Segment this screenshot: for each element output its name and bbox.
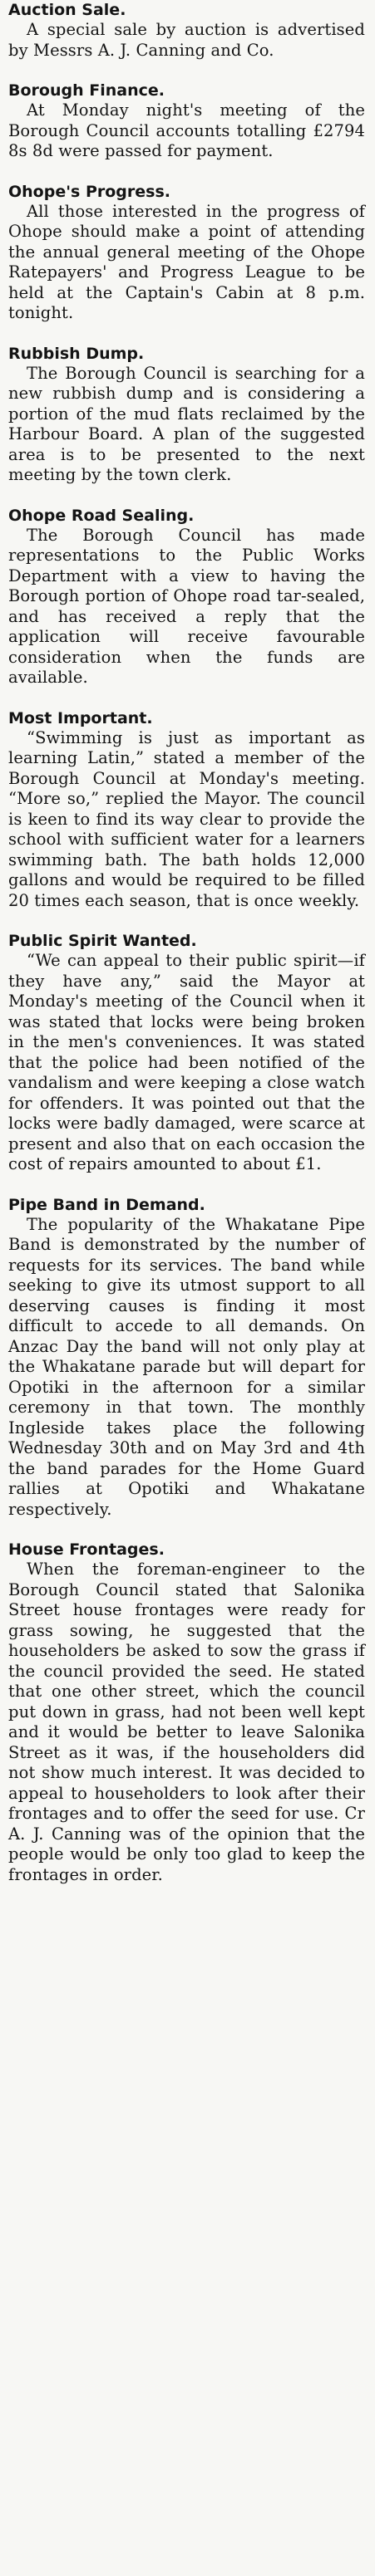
article-body: The Borough Council is searching for a new rubbish dump and is considering a portion of the mud flats reclaimed by the Harbour Board. A plan of the suggested area is to be presented to the next meeting by the town clerk. [8, 363, 365, 484]
article-ohope-road-sealing [8, 506, 365, 688]
article-headline: Borough Finance. [8, 81, 165, 100]
article-most-important [8, 708, 365, 912]
article-headline: Ohope's Progress. [8, 182, 171, 201]
article-body: All those interested in the progress of Ohope should make a point of attending the annual general meeting of the Ohope Ratepayers' and Progress League to be held at the Captain's Cabin at 8 p.m. tonight. [8, 201, 365, 322]
article-headline: Most Important. [8, 708, 153, 727]
article-house-frontages [8, 1540, 365, 1885]
article-borough-finance [8, 81, 365, 162]
article-public-spirit-wanted [8, 931, 365, 1175]
article-body: At Monday night's meeting of the Borough Council accounts totalling £2794 8s 8d were passed for payment. [8, 100, 365, 160]
article-body: “We can appeal to their public spirit—if they have any,” said the Mayor at Monday's meeting of the Council when it was stated that locks were being broken in the men's conveniences. It was stated that the police had been notified of the vandalism and were keeping a close watch for offenders. It was pointed out that the locks were badly damaged, were scarce at present and also that on each occasion the cost of repairs amounted to about £1. [8, 951, 365, 1173]
article-ohopes-progress [8, 182, 365, 324]
article-rubbish-dump [8, 344, 365, 486]
article-headline: Ohope Road Sealing. [8, 506, 195, 525]
article-body: When the foreman-engineer to the Borough Council stated that Salonika Street house frontages were ready for grass sowing, he suggested that the householders be asked to sow the grass if the council provided the seed. He stated that one other street, which the council put down in grass, had not been well kept and it would be better to leave Salonika Street as it was, if the householders did not show much interest. It was decided to appeal to householders to look after their frontages and to offer the seed for use. Cr A. J. Canning was of the opinion that the people would be only too glad to keep the frontages in order. [8, 1560, 365, 1884]
article-auction-sale [8, 0, 365, 61]
article-body: “Swimming is just as important as learning Latin,” stated a member of the Borough Council at Monday's meeting. “More so,” replied the Mayor. The council is keen to find its way clear to provide the school with sufficient water for a learners swimming bath. The bath holds 12,000 gallons and would be required to be filled 20 times each season, that is once weekly. [8, 727, 365, 910]
article-headline: Pipe Band in Demand. [8, 1195, 205, 1214]
article-pipe-band-in-demand [8, 1195, 365, 1521]
article-headline: Auction Sale. [8, 1, 126, 19]
article-body: A special sale by auction is advertised by Messrs A. J. Canning and Co. [8, 20, 365, 60]
article-body: The popularity of the Whakatane Pipe Band is demonstrated by the number of requests for its services. The band while seeking to give its utmost support to all deserving causes is finding it most difficult to accede to all demands. On Anzac Day the band will not only play at the Whakatane parade but will depart for Opotiki in the afternoon for a similar ceremony in that town. The monthly Ingleside takes place the following Wednesday 30th and on May 3rd and 4th the band parades for the Home Guard rallies at Opotiki and Whakatane respectively. [8, 1214, 365, 1519]
article-headline: Rubbish Dump. [8, 344, 145, 363]
article-headline: House Frontages. [8, 1540, 165, 1559]
article-headline: Public Spirit Wanted. [8, 932, 197, 950]
article-body: The Borough Council has made representations to the Public Works Department with a view to having the Borough portion of Ohope road tar-sealed, and has received a reply that the application will receive favourable consideration when the funds are available. [8, 525, 365, 687]
